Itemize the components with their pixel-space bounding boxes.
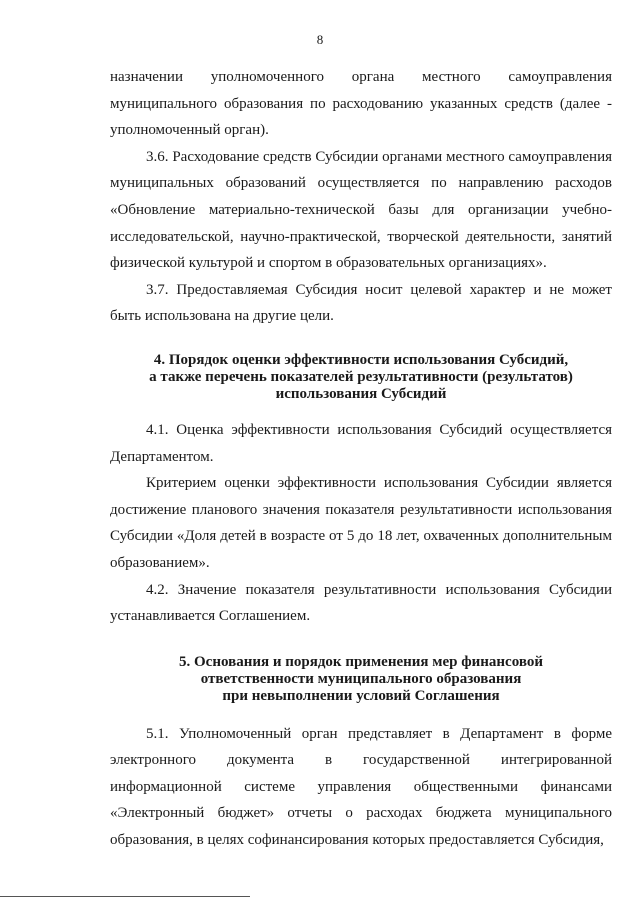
document-body bbox=[110, 64, 612, 854]
paragraph-4-1: 4.1. Оценка эффективности использования Субсидий осуществляется Департаментом. bbox=[110, 421, 612, 465]
section-5-heading-line: ответственности муниципального образования bbox=[200, 670, 522, 687]
paragraph-continuation: назначении уполномоченного органа местного самоуправления муниципального образования по расходованию указанных средств (далее - уполномоченный орган). bbox=[110, 69, 612, 139]
paragraph-5-1: 5.1. Уполномоченный орган представляет в Департамент в форме электронного документа в государственной интегрированной информационной системе управления общественными финансами «Электронный бюджет» отчеты о расходах бюджета муниципального образования, в целях софинансирования которых предоставляется Субсидия, bbox=[110, 725, 612, 849]
paragraph-3-6: 3.6. Расходование средств Субсидии органами местного самоуправления муниципальных образований осуществляется по направлению расходов «Обновление материально-технической базы для организации учебно-исследовательской, научно-практической, творческой деятельности, занятий физической культурой и спортом в образовательных организациях». bbox=[110, 148, 612, 272]
section-5-heading bbox=[110, 654, 612, 705]
section-4-heading-line: использования Субсидий bbox=[275, 385, 447, 402]
section-5-heading-line: при невыполнении условий Соглашения bbox=[222, 687, 500, 704]
paragraph-4-2: 4.2. Значение показателя результативности использования Субсидии устанавливается Соглашением. bbox=[110, 581, 612, 625]
paragraph-4-1-criterion: Критерием оценки эффективности использования Субсидии является достижение планового значения показателя результативности использования Субсидии «Доля детей в возрасте от 5 до 18 лет, охваченных дополнительным образованием». bbox=[110, 475, 612, 571]
section-4-heading-line: 4. Порядок оценки эффективности использования Субсидий, bbox=[153, 351, 569, 368]
footer-divider bbox=[0, 896, 250, 897]
section-4-heading bbox=[110, 352, 612, 403]
paragraph-3-7: 3.7. Предоставляемая Субсидия носит целевой характер и не может быть использована на другие цели. bbox=[110, 281, 612, 325]
section-5-heading-line: 5. Основания и порядок применения мер финансовой bbox=[179, 653, 543, 670]
page-number: 8 bbox=[316, 32, 324, 47]
section-4-heading-line: а также перечень показателей результативности (результатов) bbox=[149, 368, 573, 385]
